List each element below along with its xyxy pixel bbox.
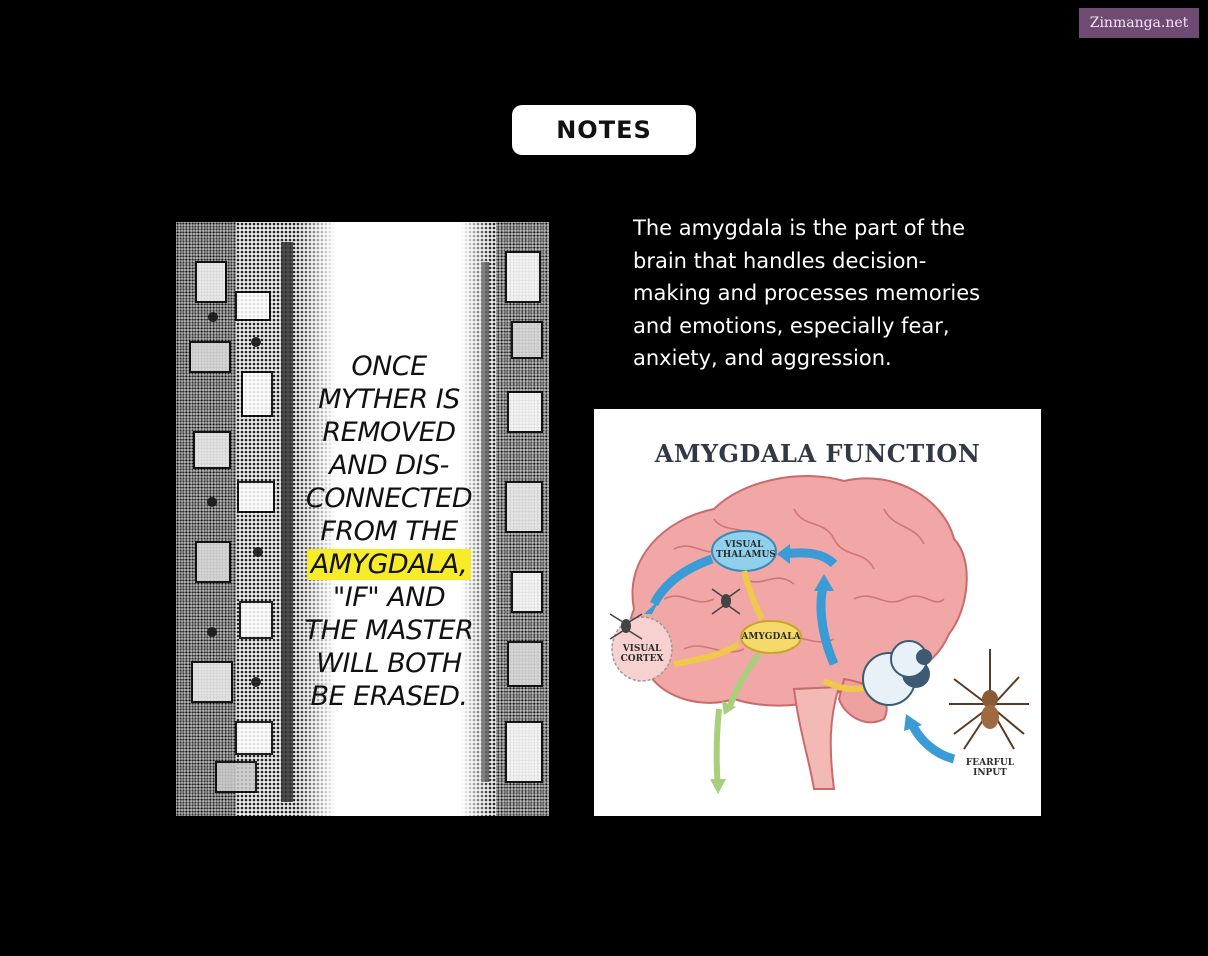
speech-line: REMOVED bbox=[322, 417, 456, 448]
description-text bbox=[633, 212, 1013, 375]
label-line: CORTEX bbox=[620, 654, 664, 664]
speech-text bbox=[304, 350, 474, 713]
visual-cortex-label bbox=[614, 644, 670, 664]
label-line: VISUAL bbox=[622, 644, 662, 654]
speech-line: "IF" AND bbox=[332, 582, 446, 613]
amygdala-label: AMYGDALA bbox=[741, 632, 801, 642]
speech-line: WILL BOTH bbox=[316, 648, 462, 679]
fearful-input-label bbox=[960, 758, 1020, 778]
notes-badge: NOTES bbox=[512, 105, 696, 155]
speech-line: ONCE bbox=[351, 351, 427, 382]
visual-thalamus-label bbox=[716, 540, 776, 560]
amygdala-diagram bbox=[594, 409, 1041, 816]
watermark: Zinmanga.net bbox=[1079, 8, 1199, 38]
speech-line: CONNECTED bbox=[305, 483, 473, 514]
speech-line: BE ERASED. bbox=[310, 681, 468, 712]
speech-line: FROM THE bbox=[320, 516, 458, 547]
diagram-title: AMYGDALA FUNCTION bbox=[654, 439, 981, 468]
speech-line: AND DIS- bbox=[329, 450, 449, 481]
description-line: making and processes memories bbox=[633, 281, 981, 305]
description-line: brain that handles decision- bbox=[633, 248, 927, 273]
speech-highlight: AMYGDALA, bbox=[307, 549, 472, 580]
label-line: VISUAL bbox=[724, 540, 764, 550]
label-line: INPUT bbox=[973, 768, 1007, 778]
description-line: The amygdala is the part of the bbox=[633, 216, 966, 240]
brain-illustration bbox=[594, 409, 1041, 816]
description-line: anxiety, and aggression. bbox=[633, 346, 892, 370]
manga-panel bbox=[176, 222, 549, 816]
speech-line: THE MASTER bbox=[304, 615, 474, 646]
speech-line: MYTHER IS bbox=[318, 384, 460, 415]
description-line: and emotions, especially fear, bbox=[633, 313, 950, 338]
label-line: FEARFUL bbox=[965, 758, 1015, 768]
label-line: THALAMUS bbox=[716, 550, 776, 560]
